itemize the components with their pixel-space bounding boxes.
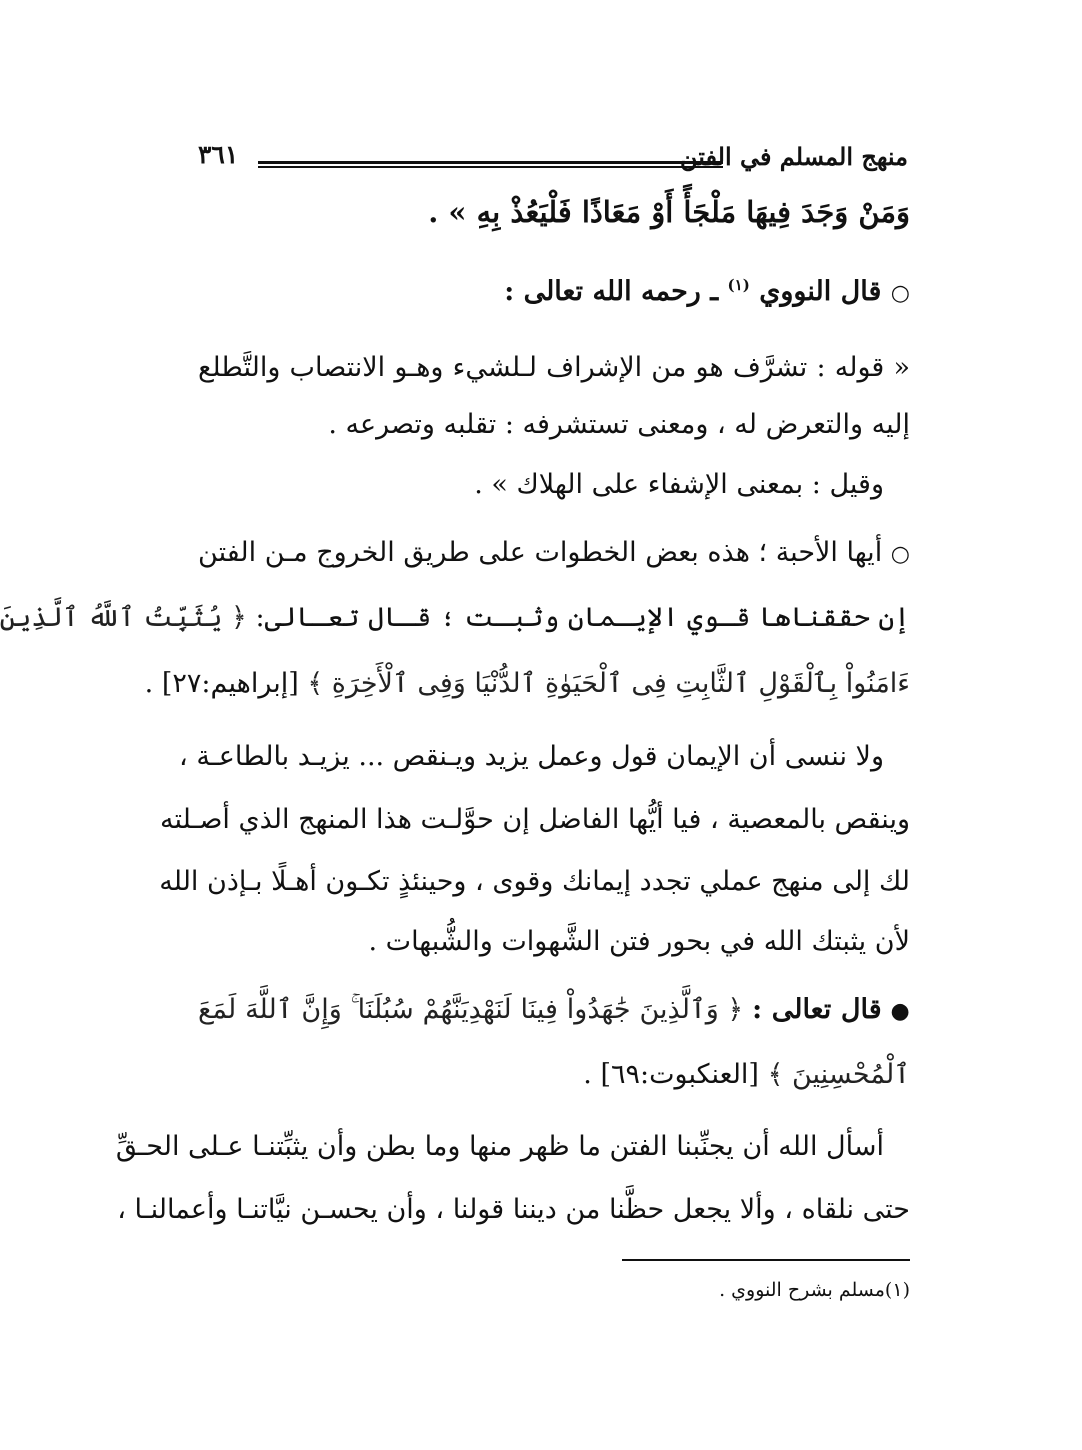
verse-line — [198, 1055, 910, 1095]
solid-circle-bullet-icon: ● — [890, 999, 910, 1024]
paragraph-text: أيها الأحبة ؛ هذه بعض الخطوات على طريق الخروج مـن الفتن — [198, 537, 883, 568]
paragraph-line — [198, 533, 910, 575]
paragraph-line: لأن يثبتك الله في بحور فتن الشَّهوات والشُّبهات . — [368, 926, 910, 957]
paragraph-line — [0, 598, 910, 638]
hollow-circle-bullet-icon: ○ — [890, 542, 910, 567]
book-title: منهج المسلم في الفتن — [679, 142, 908, 171]
dua-line: حتى نلقاه ، وألا يجعل حظَّنا من ديننا قولنا ، وأن يحسـن نيَّاتنـا وأعمالنـا ، — [117, 1194, 910, 1225]
page-number: ٣٦١ — [198, 140, 239, 169]
quran-verse: ءَامَنُواْ بِٱلْقَوْلِ ٱلثَّابِتِ فِى ٱلْحَيَوٰةِ ٱلدُّنْيَا وَفِى ٱلْأَخِرَةِ ﴾ — [307, 668, 910, 699]
footnote-reference: (١) — [727, 276, 750, 294]
footnote-rule — [622, 1259, 910, 1261]
page-header — [198, 140, 908, 180]
paragraph-text: إن حققناها قـوي الإيـمان وثبـت ؛ قـال تعـالى: — [255, 602, 910, 633]
quran-verse: ﴿ وَٱلَّذِينَ جَٰهَدُواْ فِينَا لَنَهْدِيَنَّهُمْ سُبُلَنَا ۚ وَإِنَّ ٱللَّهَ لَمَعَ — [198, 994, 744, 1025]
verse-citation: [إبراهيم:٢٧] . — [144, 668, 299, 699]
hollow-circle-bullet-icon: ○ — [890, 280, 910, 306]
nawawi-label-suffix: ـ رحمه الله تعالى : — [504, 276, 719, 307]
nawawi-label: قال النووي — [759, 276, 882, 307]
verse-citation: [العنكبوت:٦٩] . — [583, 1059, 759, 1090]
header-rule — [258, 161, 723, 168]
quran-verse: ٱلْمُحْسِنِينَ ﴾ — [767, 1059, 910, 1090]
quote-line: إليه والتعرض له ، ومعنى تستشرفه : تقلبه وتصرعه . — [328, 409, 910, 440]
paragraph-line: لك إلى منهج عملي تجدد إيمانك وقوى ، وحينئذٍ تكـون أهـلًا بـإذن الله — [159, 866, 910, 897]
quote-line: وقيل : بمعنى الإشفاء على الهلاك » . — [474, 469, 884, 500]
verse-line — [198, 990, 910, 1032]
hadith-ending-line: وَمَنْ وَجَدَ فِيهَا مَلْجَأً أَوْ مَعَاذًا فَلْيَعُذْ بِهِ » . — [428, 195, 910, 229]
nawawi-heading — [198, 272, 910, 313]
quote-line: « قوله : تشرَّف هو من الإشراف لـلشيء وهـو الانتصاب والتَّطلع — [198, 352, 910, 383]
footnote: (١)مسلم بشرح النووي . — [719, 1279, 910, 1301]
verse-intro: قال تعالى : — [752, 994, 882, 1025]
paragraph-line: وينقص بالمعصية ، فيا أيُّها الفاضل إن حوَّلـت هذا المنهج الذي أصـلته — [160, 804, 910, 835]
paragraph-line — [144, 664, 910, 704]
dua-line: أسأل الله أن يجنِّبنا الفتن ما ظهر منها وما بطن وأن يثبِّتنـا عـلى الحـقِّ — [115, 1131, 884, 1162]
paragraph-line: ولا ننسى أن الإيمان قول وعمل يزيد ويـنقص ... يزيـد بالطاعـة ، — [179, 741, 884, 772]
quran-verse: ﴿ يُثَبِّتُ ٱللَّهُ ٱلَّذِينَ — [0, 602, 247, 633]
